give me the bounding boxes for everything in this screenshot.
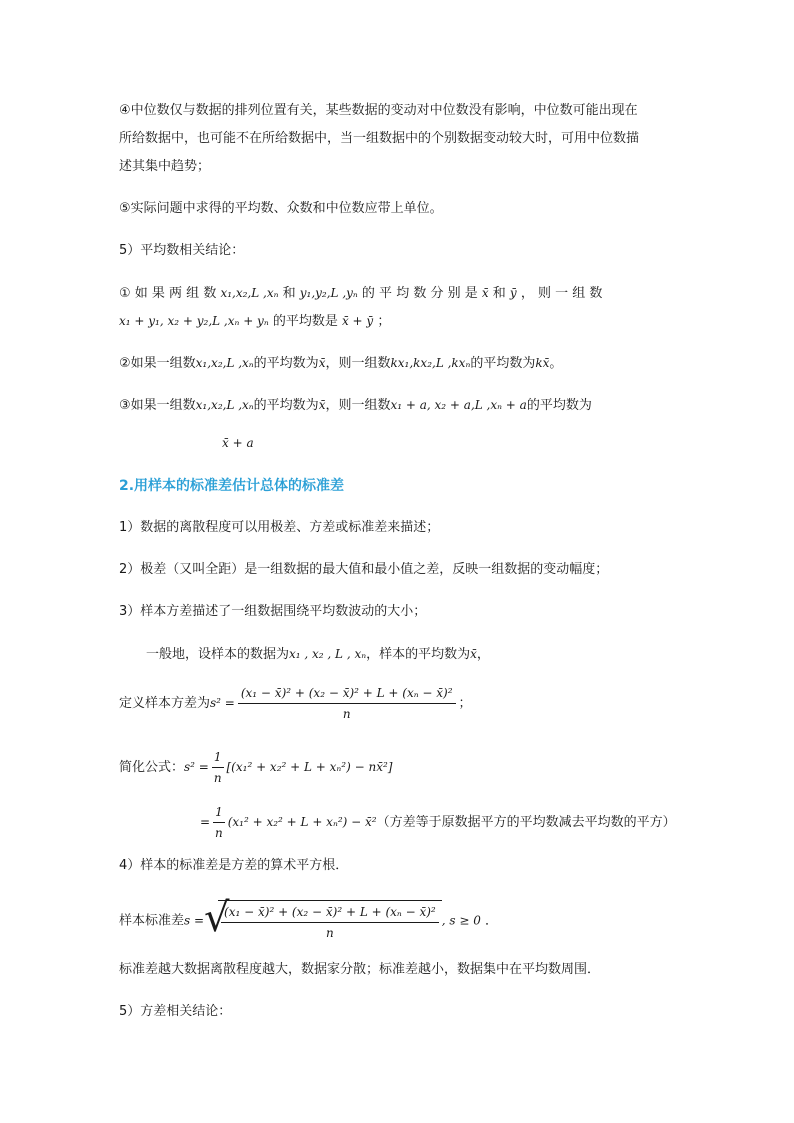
conclusion-2: ②如果一组数x₁,x₂,L ,xₙ的平均数为x̄，则一组数kx₁,kx₂,L ,kxₙ的平均数为kx̄。 [119, 356, 563, 371]
math-kx-list: kx₁,kx₂,L ,kxₙ [390, 356, 471, 370]
formula-note: （方差等于原数据平方的平均数减去平均数的平方） [376, 815, 676, 830]
math-xbar: x̄ [481, 286, 489, 300]
coef-fraction: $\frac{1}{n}$ [213, 750, 222, 785]
math-xbar: x̄ [470, 647, 477, 661]
paragraph-median-2: 所给数据中，也可能不在所给数据中，当一组数据中的个别数据变动较大时，可用中位数描 [119, 131, 640, 146]
conclusion-3: ③如果一组数x₁,x₂,L ,xₙ的平均数为x̄，则一组数x₁ + a, x₂ + a,L ,xₙ + a的平均数为 [119, 398, 592, 413]
item-standard-deviation: 4）样本的标准差是方差的算术平方根． [119, 858, 349, 873]
section-heading-std: 2.用样本的标准差估计总体的标准差 [119, 478, 345, 494]
math-kxbar: kx̄ [535, 356, 550, 370]
math-x-list: x₁,x₂,L ,xₙ [195, 398, 254, 412]
math-ybar: ȳ [509, 286, 517, 300]
conclusion-1-line-2: x₁ + y₁, x₂ + y₂,L ,xₙ + yₙ 的平均数是 x̄ + ȳ ； [119, 314, 391, 329]
coef-fraction: $\frac{1}{n}$ [215, 805, 223, 840]
simplified-formula: 简化公式：s² = $\frac{1}{n}$ [(x₁² + x₂² + L + xₙ²) − nx̄²] [119, 750, 393, 785]
math-x-list: x₁ , x₂ , L , xₙ [289, 647, 367, 661]
math-xbar: x̄ [318, 398, 326, 412]
radical-sign: √ [204, 895, 230, 941]
math-x-list: x₁,x₂,L ,xₙ [195, 356, 254, 370]
paragraph-median-1: ④中位数仅与数据的排列位置有关，某些数据的变动对中位数没有影响，中位数可能出现在 [119, 103, 638, 118]
variance-fraction: $\frac{\text{(x₁ − x̄)² + (x₂ − x̄)² + L + (xₙ − x̄)²}}{n}$ [238, 684, 456, 723]
conclusion-3-result: x̄ + a [222, 436, 254, 450]
math-xa-list: x₁ + a, x₂ + a,L ,xₙ + a [390, 398, 527, 412]
std-interpretation: 标准差越大数据离散程度越大，数据家分散；标准差越小，数据集中在平均数周围． [119, 962, 601, 977]
math-sum-mean: x̄ + ȳ [341, 314, 374, 328]
item-variance: 3）样本方差描述了一组数据围绕平均数波动的大小； [119, 604, 427, 619]
variance-definition: 定义样本方差为s² = $\frac{\text{(x₁ − x̄)² + (x₂ − x̄)² + L + (xₙ − x̄)²}}{n}$ ； [119, 686, 472, 721]
std-fraction: $\frac{\text{(x₁ − x̄)² + (x₂ − x̄)² + L + (xₙ − x̄)²}}{n}$ [221, 903, 439, 942]
item-dispersion: 1）数据的离散程度可以用极差、方差或标准差来描述； [119, 520, 440, 535]
section-variance-conclusions: 5）方差相关结论： [119, 1004, 232, 1019]
simplified-formula-2: = $\frac{1}{n}$ (x₁² + x₂² + L + xₙ²) − x̄²（方差等于原数据平方的平均数减去平均数的平方） [200, 805, 676, 840]
paragraph-median-3: 述其集中趋势； [119, 159, 211, 174]
conclusion-1-line-1: ① 如 果 两 组 数 x₁,x₂,L ,xₙ 和 y₁,y₂,L ,yₙ 的 平 均 数 分 别 是 x̄ 和 ȳ ， 则 一 组 数 [119, 286, 603, 301]
math-xbar: x̄ [318, 356, 326, 370]
sample-setup: 一般地，设样本的数据为x₁ , x₂ , L , xₙ，样本的平均数为x̄， [146, 647, 490, 662]
section-mean-conclusions: 5）平均数相关结论： [119, 243, 245, 258]
math-sum-list: x₁ + y₁, x₂ + y₂,L ,xₙ + yₙ [119, 314, 269, 328]
std-definition: 样本标准差s = √ $\frac{\text{(x₁ − x̄)² + (x₂ − x̄)² + L + (xₙ − x̄)²}}{n}$ , s ≥ 0 ． [119, 895, 498, 941]
math-x-list: x₁,x₂,L ,xₙ [220, 286, 279, 300]
paragraph-units: ⑤实际问题中求得的平均数、众数和中位数应带上单位。 [119, 201, 443, 216]
math-y-list: y₁,y₂,L ,yₙ [299, 286, 358, 300]
item-range: 2）极差（又叫全距）是一组数据的最大值和最小值之差，反映一组数据的变动幅度； [119, 562, 609, 577]
square-root [204, 895, 442, 942]
